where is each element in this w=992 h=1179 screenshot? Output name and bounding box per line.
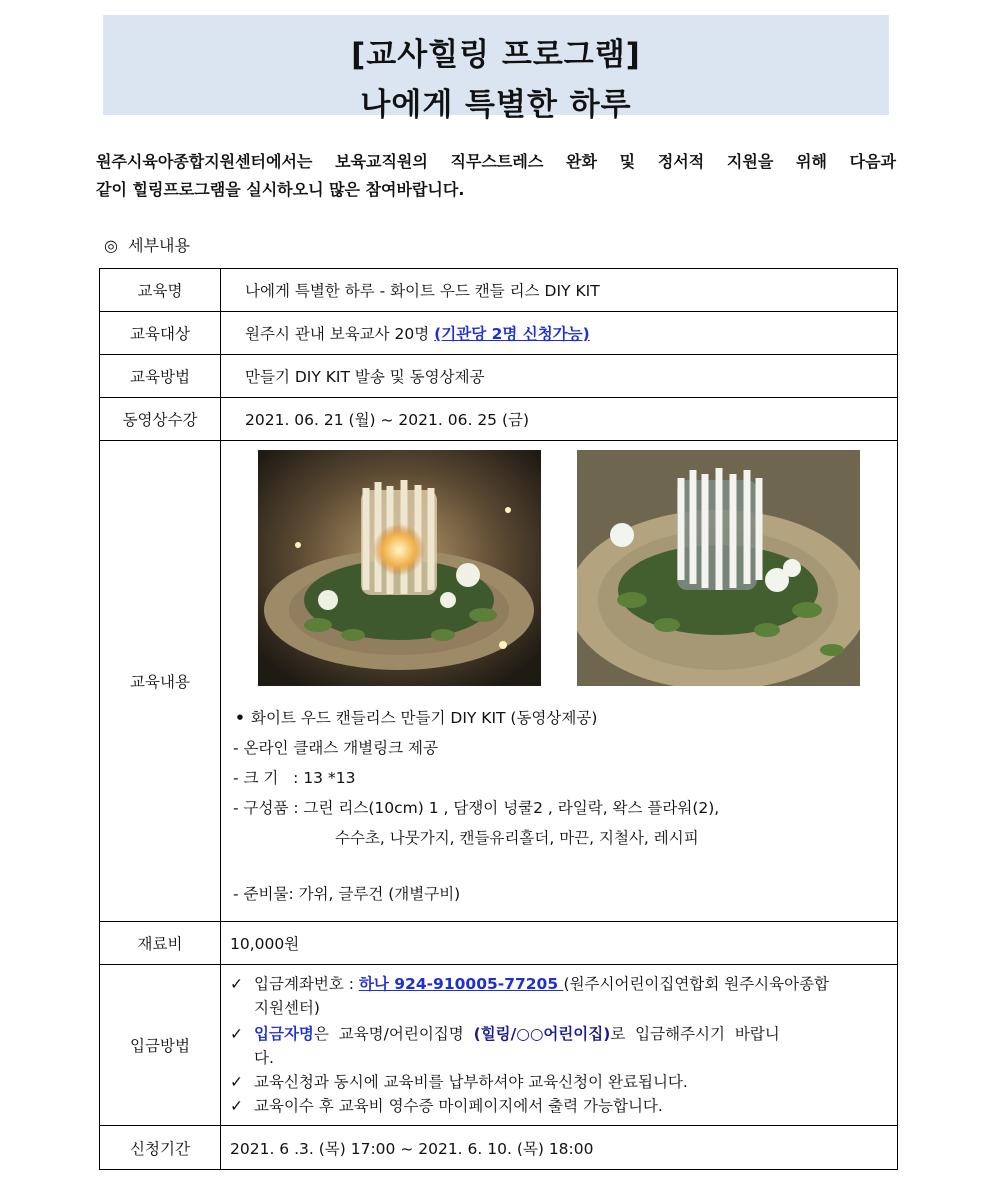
payment-item-2-cont: 다.	[254, 1049, 274, 1067]
payment-item-2	[230, 1022, 889, 1046]
video-period-value: 2021. 06. 21 (월) ~ 2021. 06. 25 (금)	[221, 398, 898, 441]
content-details	[221, 703, 897, 909]
target-value: 원주시 관내 보육교사 20명	[245, 325, 435, 343]
check-icon: ✓	[230, 1097, 243, 1115]
account-label: 입금계좌번호 :	[254, 975, 359, 993]
row-label-course-name: 교육명	[100, 269, 221, 312]
payment-item-4	[230, 1094, 889, 1118]
details-table	[99, 268, 898, 1170]
title-banner	[103, 15, 889, 123]
period-value: 2021. 6 .3. (목) 17:00 ~ 2021. 6. 10. (목) 18:00	[221, 1126, 898, 1170]
table-row	[100, 922, 898, 965]
candle-wreath-photo-daylight	[577, 450, 860, 686]
table-row	[100, 441, 898, 922]
fee-value: 10,000원	[221, 922, 898, 965]
content-bullet-line	[229, 703, 897, 733]
payment-item-1-cont: 지원센터)	[254, 999, 320, 1017]
depositor-format: (힐링/○○어린이집)	[473, 1025, 611, 1043]
photo-area	[221, 441, 897, 703]
table-row	[100, 1126, 898, 1170]
table-row	[100, 269, 898, 312]
row-label-period: 신청기간	[100, 1126, 221, 1170]
row-label-video: 동영상수강	[100, 398, 221, 441]
depositor-label: 입금자명	[254, 1025, 314, 1043]
payment-note-4: 교육이수 후 교육비 영수증 마이페이지에서 출력 가능합니다.	[254, 1097, 663, 1115]
depositor-mid: 은 교육명/어린이집명	[313, 1025, 474, 1043]
intro-paragraph	[96, 148, 896, 204]
payment-item-3	[230, 1070, 889, 1094]
content-item-3b: 수수초, 나뭇가지, 캔들유리홀더, 마끈, 지철사, 레시피	[335, 829, 699, 847]
row-label-fee: 재료비	[100, 922, 221, 965]
course-name-value: 나에게 특별한 하루 - 화이트 우드 캔들 리스 DIY KIT	[221, 269, 898, 312]
bullet-icon: •	[235, 709, 245, 727]
table-row	[100, 398, 898, 441]
table-row	[100, 965, 898, 1126]
content-spacer	[229, 853, 897, 879]
intro-line-1: 원주시육아종합지원센터에서는 보육교직원의 직무스트레스 완화 및 정서적 지원을 위해 다음과	[96, 152, 896, 171]
content-cell	[221, 441, 898, 922]
content-item-2: - 크 기 : 13 *13	[233, 769, 356, 787]
candle-wreath-photo-lit	[258, 450, 541, 686]
title-line-1: [교사힐링 프로그램]	[351, 37, 641, 73]
method-value: 만들기 DIY KIT 발송 및 동영상제공	[221, 355, 898, 398]
target-highlight: (기관당 2명 신청가능)	[434, 325, 590, 343]
check-icon: ✓	[230, 1073, 243, 1091]
account-number: 하나 924-910005-77205	[358, 975, 564, 993]
target-cell	[221, 312, 898, 355]
row-label-content: 교육내용	[100, 441, 221, 922]
table-row	[100, 312, 898, 355]
content-item-3: - 구성품 : 그린 리스(10cm) 1 , 담쟁이 넝쿨2 , 라일락, 왁스 플라워(2),	[233, 799, 720, 817]
content-item-4: - 준비물: 가위, 글루건 (개별구비)	[233, 885, 461, 903]
row-label-target: 교육대상	[100, 312, 221, 355]
title-line-2: 나에게 특별한 하루	[360, 87, 632, 123]
content-bullet: 화이트 우드 캔들리스 만들기 DIY KIT (동영상제공)	[251, 709, 598, 727]
row-label-payment: 입금방법	[100, 965, 221, 1126]
intro-line-2: 같이 힐링프로그램을 실시하오니 많은 참여바랍니다.	[96, 180, 465, 199]
depositor-post: 로 입금해주시기 바랍니	[610, 1025, 780, 1043]
section-title: ◎ 세부내용	[104, 236, 190, 255]
account-holder: (원주시어린이집연합회 원주시육아종합	[563, 975, 830, 993]
table-row	[100, 355, 898, 398]
payment-item-1	[230, 972, 889, 996]
payment-note-3: 교육신청과 동시에 교육비를 납부하셔야 교육신청이 완료됩니다.	[254, 1073, 688, 1091]
payment-cell	[221, 965, 898, 1126]
check-icon: ✓	[230, 975, 243, 993]
content-item-1: - 온라인 클래스 개별링크 제공	[233, 739, 438, 757]
row-label-method: 교육방법	[100, 355, 221, 398]
check-icon: ✓	[230, 1025, 243, 1043]
